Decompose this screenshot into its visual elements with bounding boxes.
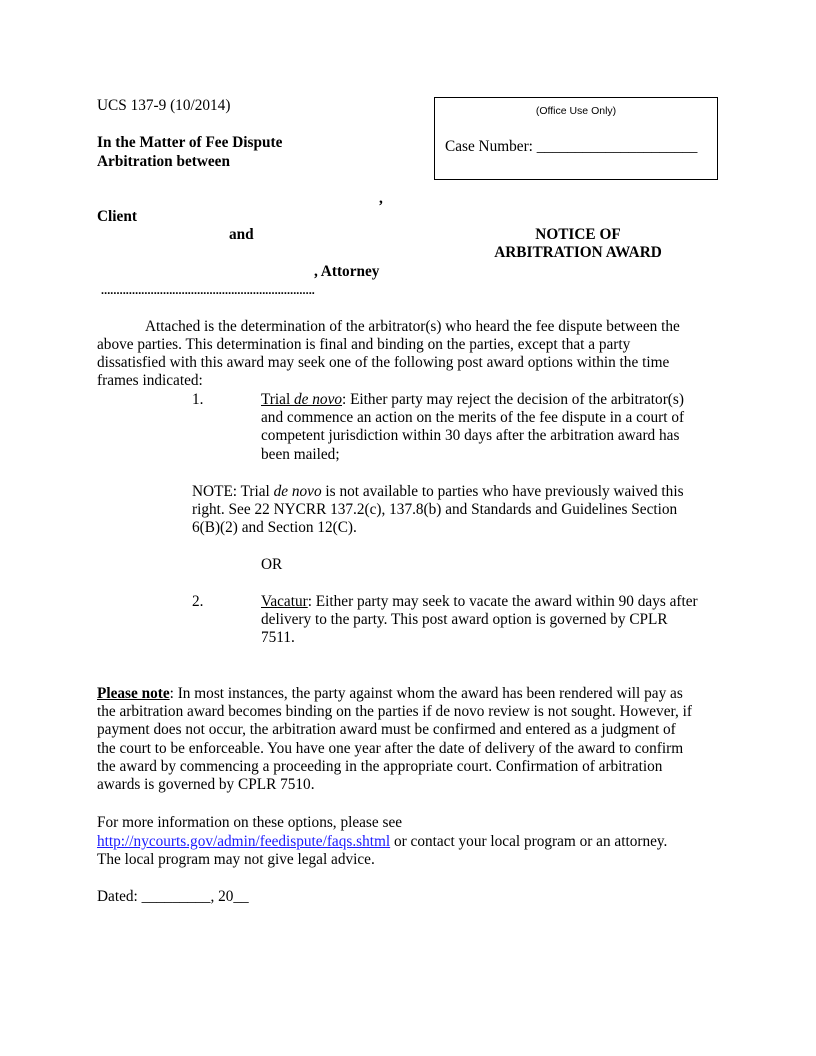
please-note-line: payment does not occur, the arbitration award must be confirmed and entered as a judgment of [97,721,676,738]
notice-title-line1: NOTICE OF [535,226,621,243]
client-label: Client [97,208,137,225]
option2-heading: Vacatur [261,593,308,610]
please-note-line: the award by commencing a proceeding in the appropriate court. Confirmation of arbitration [97,758,663,775]
form-id: UCS 137-9 (10/2014) [97,97,231,114]
intro-line: Attached is the determination of the arbitrator(s) who heard the fee dispute between the [145,318,680,335]
and-label: and [229,226,254,243]
please-note-label: Please note [97,685,170,702]
caption-line2: Arbitration between [97,153,230,170]
option2-line: 7511. [261,629,295,646]
option1-number: 1. [192,391,204,408]
dated-blank[interactable]: _________ [141,888,211,905]
caption-comma: , [379,190,383,207]
office-use-label: (Office Use Only) [535,105,617,117]
or-label: OR [261,556,283,573]
please-note-line: the arbitration award becomes binding on the parties if de novo review is not sought. However, if [97,703,692,720]
faq-link[interactable]: http://nycourts.gov/admin/feedispute/faqs.shtml [97,833,391,850]
notice-title-line2: ARBITRATION AWARD [494,244,662,261]
please-note-line: the court to be enforceable. You have one year after the date of delivery of the award to confirm [97,740,684,757]
intro-line: above parties. This determination is final and binding on the parties, except that a party [97,336,631,353]
caption-dotted-line: ..................................................................... [101,283,315,297]
dated-line [97,888,249,906]
option1-heading: Trial de novo [261,391,343,408]
option1-line: and commence an action on the merits of the fee dispute in a court of [261,409,685,426]
attorney-label: , Attorney [314,263,380,280]
case-number-blank: _____________________ [536,138,698,155]
please-note-line1: Please note: In most instances, the party against whom the award has been rendered will pay as [97,685,683,702]
option1-line1: Trial de novo: Either party may reject the decision of the arbitrator(s) [261,391,684,408]
please-note-line: awards is governed by CPLR 7510. [97,776,315,793]
note-line3: 6(B)(2) and Section 12(C). [192,519,357,536]
more-info-line1: For more information on these options, please see [97,814,403,831]
option2-line: delivery to the party. This post award option is governed by CPLR [261,611,668,628]
option1-line: been mailed; [261,446,340,463]
note-line1: NOTE: Trial de novo is not available to parties who have previously waived this [192,483,684,500]
option2-number: 2. [192,593,204,610]
intro-line: frames indicated: [97,372,203,389]
option1-line: competent jurisdiction within 30 days after the arbitration award has [261,427,680,444]
intro-line: dissatisfied with this award may seek one of the following post award options within the time [97,354,670,371]
note-line2: right. See 22 NYCRR 137.2(c), 137.8(b) and Standards and Guidelines Section [192,501,678,518]
more-info-line2: http://nycourts.gov/admin/feedispute/faqs.shtml or contact your local program or an attorney. [97,833,668,850]
caption-line1: In the Matter of Fee Dispute [97,134,283,151]
more-info-line3: The local program may not give legal advice. [97,851,375,868]
dated-year: , 20__ [210,888,249,905]
case-number-field[interactable] [445,138,697,156]
case-number-label: Case Number: [445,138,533,155]
office-use-box [434,97,718,180]
dated-label: Dated: [97,888,142,905]
option2-line1: Vacatur: Either party may seek to vacate the award within 90 days after [261,593,698,610]
